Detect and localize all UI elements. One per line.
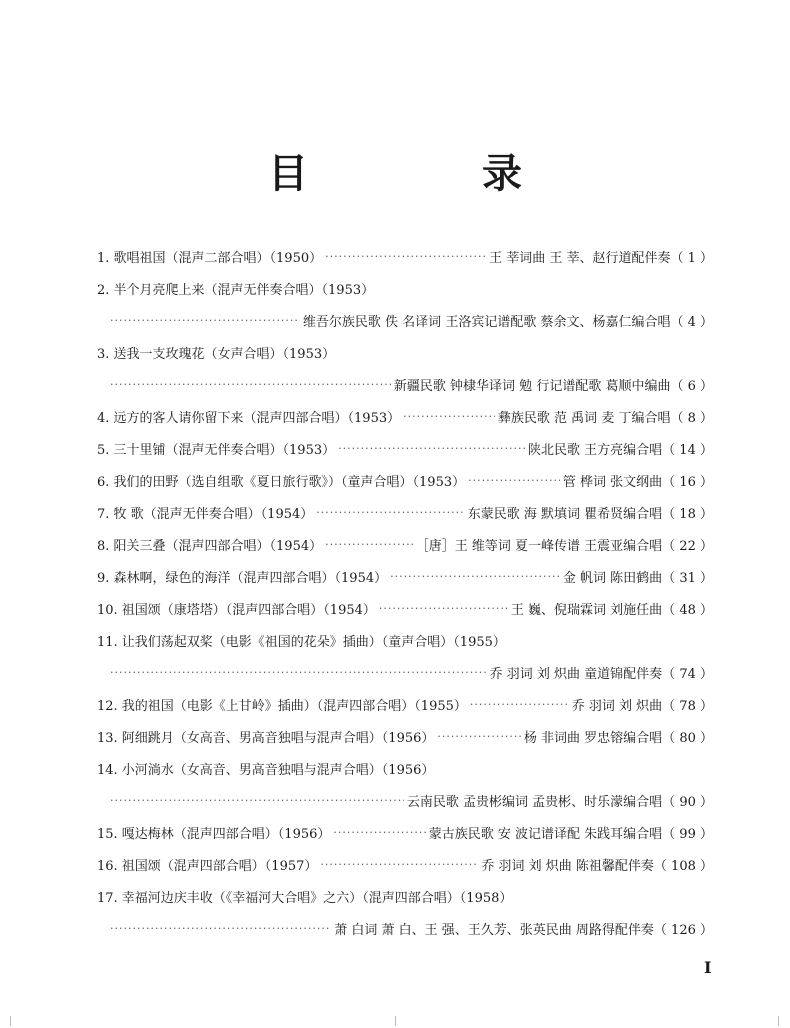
- toc-entry[interactable]: [97, 880, 713, 912]
- toc-entry-continuation[interactable]: [97, 368, 713, 400]
- entry-title: 16. 祖国颂（混声四部合唱）（1957）: [97, 858, 318, 874]
- entry-credits: 管 桦词 张文纲曲（ 16 ）: [562, 474, 713, 490]
- entry-credits: 彝族民歌 范 禹词 麦 丁编合唱（ 8 ）: [497, 410, 713, 426]
- entry-title: 7. 牧 歌（混声无伴奏合唱）（1954）: [97, 506, 314, 522]
- entry-title: 15. 嘎达梅林（混声四部合唱）（1956）: [97, 826, 331, 842]
- toc-entry[interactable]: [97, 720, 713, 752]
- toc-entry-continuation[interactable]: [97, 912, 713, 944]
- leader-dots: [403, 410, 495, 423]
- leader-dots: [338, 442, 525, 455]
- entry-credits: 王 莘词曲 王 莘、赵行道配伴奏（ 1 ）: [489, 250, 713, 266]
- toc-entry[interactable]: [97, 240, 713, 272]
- leader-dots: [390, 570, 560, 583]
- leader-dots: [333, 826, 425, 839]
- entry-title: 3. 送我一支玫瑰花（女声合唱）（1953）: [97, 346, 336, 362]
- toc-entry-continuation[interactable]: [97, 304, 713, 336]
- leader-dots: [325, 538, 413, 551]
- entry-credits: 陕北民歌 王方亮编合唱（ 14 ）: [528, 442, 713, 458]
- entry-title: 12. 我的祖国（电影《上甘岭》插曲）（混声四部合唱）（1955）: [97, 698, 467, 714]
- entry-credits: 新疆民歌 钟棣华译词 勉 行记谱配歌 葛顺中编曲（ 6 ）: [393, 378, 713, 394]
- leader-dots: [325, 250, 486, 263]
- entry-title: 13. 阿细跳月（女高音、男高音独唱与混声合唱）（1956）: [97, 730, 435, 746]
- toc-entry[interactable]: [97, 336, 713, 368]
- page-title: 目 录: [268, 151, 602, 197]
- entry-credits: 蒙古族民歌 安 波记谱译配 朱践耳编合唱（ 99 ）: [428, 826, 713, 842]
- leader-dots: [437, 730, 521, 743]
- entry-title: 14. 小河淌水（女高音、男高音独唱与混声合唱）（1956）: [97, 762, 435, 778]
- toc-entry[interactable]: [97, 560, 713, 592]
- entry-credits: 金 帆词 陈田鹤曲（ 31 ）: [562, 570, 713, 586]
- toc-entry[interactable]: [97, 752, 713, 784]
- entry-credits: 东蒙民歌 海 默填词 瞿希贤编合唱（ 18 ）: [467, 506, 713, 522]
- entry-credits: ［唐］王 维等词 夏一峰传谱 王震亚编合唱（ 22 ）: [415, 538, 713, 554]
- page-number: I: [704, 958, 712, 977]
- leader-dots: [316, 506, 465, 519]
- crop-mark: [10, 1016, 11, 1026]
- entry-credits: 杨 非词曲 罗忠镕编合唱（ 80 ）: [523, 730, 713, 746]
- entry-credits: 维吾尔族民歌 佚 名译词 王洛宾记谱配歌 蔡余文、杨嘉仁编合唱（ 4 ）: [302, 314, 713, 330]
- entry-credits: 萧 白词 萧 白、王 强、王久芳、张英民曲 周路得配伴奏（ 126 ）: [334, 922, 713, 938]
- leader-dots: [320, 858, 478, 871]
- table-of-contents: [97, 240, 713, 944]
- toc-entry[interactable]: [97, 816, 713, 848]
- leader-dots: [110, 922, 331, 935]
- entry-title: 17. 幸福河边庆丰收（《幸福河大合唱》之六）（混声四部合唱）（1958）: [97, 890, 513, 906]
- toc-entry[interactable]: [97, 848, 713, 880]
- crop-mark: [395, 1016, 396, 1026]
- leader-dots: [110, 314, 300, 327]
- leader-dots: [110, 794, 404, 807]
- toc-entry[interactable]: [97, 272, 713, 304]
- entry-title: 6. 我们的田野（选自组歌《夏日旅行歌》）（童声合唱）（1953）: [97, 474, 466, 490]
- toc-entry[interactable]: [97, 400, 713, 432]
- entry-title: 4. 远方的客人请你留下来（混声四部合唱）（1953）: [97, 410, 401, 426]
- entry-credits: 王 巍、倪瑞霖词 刘施任曲（ 48 ）: [510, 602, 713, 618]
- crop-mark: [778, 1016, 779, 1026]
- toc-entry[interactable]: [97, 592, 713, 624]
- entry-title: 2. 半个月亮爬上来（混声无伴奏合唱）（1953）: [97, 282, 375, 298]
- toc-entry[interactable]: [97, 496, 713, 528]
- entry-credits: 乔 羽词 刘 炽曲 陈祖馨配伴奏（ 108 ）: [481, 858, 713, 874]
- entry-credits: 云南民歌 孟贵彬编词 孟贵彬、时乐濛编合唱（ 90 ）: [406, 794, 713, 810]
- entry-title: 8. 阳关三叠（混声四部合唱）（1954）: [97, 538, 323, 554]
- toc-entry[interactable]: [97, 432, 713, 464]
- entry-credits: 乔 羽词 刘 炽曲 童道锦配伴奏（ 74 ）: [489, 666, 713, 682]
- toc-entry[interactable]: [97, 624, 713, 656]
- entry-title: 5. 三十里铺（混声无伴奏合唱）（1953）: [97, 442, 336, 458]
- entry-title: 11. 让我们荡起双桨（电影《祖国的花朵》插曲）（童声合唱）（1955）: [97, 634, 506, 650]
- toc-entry[interactable]: [97, 528, 713, 560]
- toc-entry[interactable]: [97, 688, 713, 720]
- entry-title: 9. 森林啊，绿色的海洋（混声四部合唱）（1954）: [97, 570, 388, 586]
- leader-dots: [110, 666, 487, 679]
- toc-entry[interactable]: [97, 464, 713, 496]
- entry-title: 1. 歌唱祖国（混声二部合唱）（1950）: [97, 250, 323, 266]
- toc-entry-continuation[interactable]: [97, 784, 713, 816]
- leader-dots: [379, 602, 508, 615]
- toc-entry-continuation[interactable]: [97, 656, 713, 688]
- leader-dots: [470, 698, 569, 711]
- entry-title: 10. 祖国颂（康塔塔）（混声四部合唱）（1954）: [97, 602, 376, 618]
- entry-credits: 乔 羽词 刘 炽曲（ 78 ）: [571, 698, 713, 714]
- leader-dots: [468, 474, 560, 487]
- leader-dots: [110, 378, 391, 391]
